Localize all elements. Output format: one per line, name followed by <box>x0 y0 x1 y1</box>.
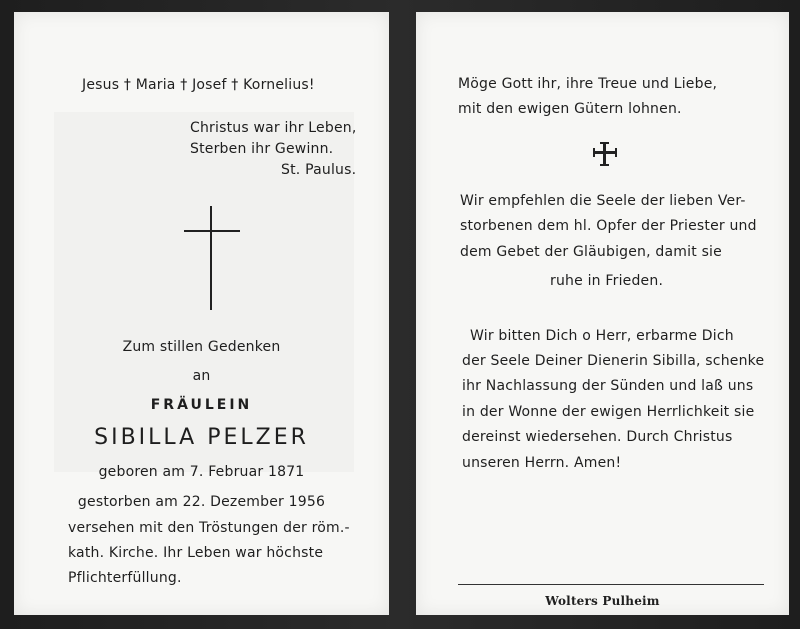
para3-line-3: ihr Nachlassung der Sünden und laß uns <box>462 378 754 394</box>
para1-line-1: Möge Gott ihr, ihre Treue und Liebe, <box>458 76 718 92</box>
para2-line-3: dem Gebet der Gläubigen, damit sie <box>460 244 722 260</box>
para3-line-4: in der Wonne der ewigen Herrlichkeit sie <box>462 404 755 420</box>
memorial-heading: Zum stillen Gedenken <box>122 339 281 355</box>
para3-line-1: Wir bitten Dich o Herr, erbarme Dich <box>470 328 734 344</box>
para3-line-2: der Seele Deiner Dienerin Sibilla, schenke <box>462 353 765 369</box>
cross-potent-icon <box>593 142 617 166</box>
cross-icon <box>184 206 240 310</box>
text-line-2: kath. Kirche. Ihr Leben war höchste <box>68 545 324 561</box>
right-panel <box>416 12 789 615</box>
birth-date: geboren am 7. Februar 1871 <box>98 464 305 480</box>
death-date: gestorben am 22. Dezember 1956 <box>77 494 326 510</box>
verse-line-1: Christus war ihr Leben, <box>190 120 357 136</box>
verse-source: St. Paulus. <box>281 162 357 178</box>
an-word: an <box>192 368 211 384</box>
para1-line-2: mit den ewigen Gütern lohnen. <box>458 101 682 117</box>
header-line: Jesus † Maria † Josef † Kornelius! <box>82 77 315 93</box>
left-panel <box>14 12 389 615</box>
para3-line-5: dereinst wiedersehen. Durch Christus <box>462 429 733 445</box>
printer-imprint: Wolters Pulheim <box>545 594 660 608</box>
text-line-1: versehen mit den Tröstungen der röm.- <box>68 520 350 536</box>
deceased-name: SIBILLA PELZER <box>94 425 309 450</box>
para2-line-4: ruhe in Frieden. <box>550 273 664 289</box>
verse-line-2: Sterben ihr Gewinn. <box>190 141 334 157</box>
para2-line-1: Wir empfehlen die Seele der lieben Ver- <box>460 193 746 209</box>
para3-line-6: unseren Herrn. Amen! <box>462 455 622 471</box>
text-line-3: Pflichterfüllung. <box>68 570 182 586</box>
footer-divider <box>458 584 764 585</box>
title-label: FRÄULEIN <box>150 397 253 413</box>
para2-line-2: storbenen dem hl. Opfer der Priester und <box>460 218 757 234</box>
